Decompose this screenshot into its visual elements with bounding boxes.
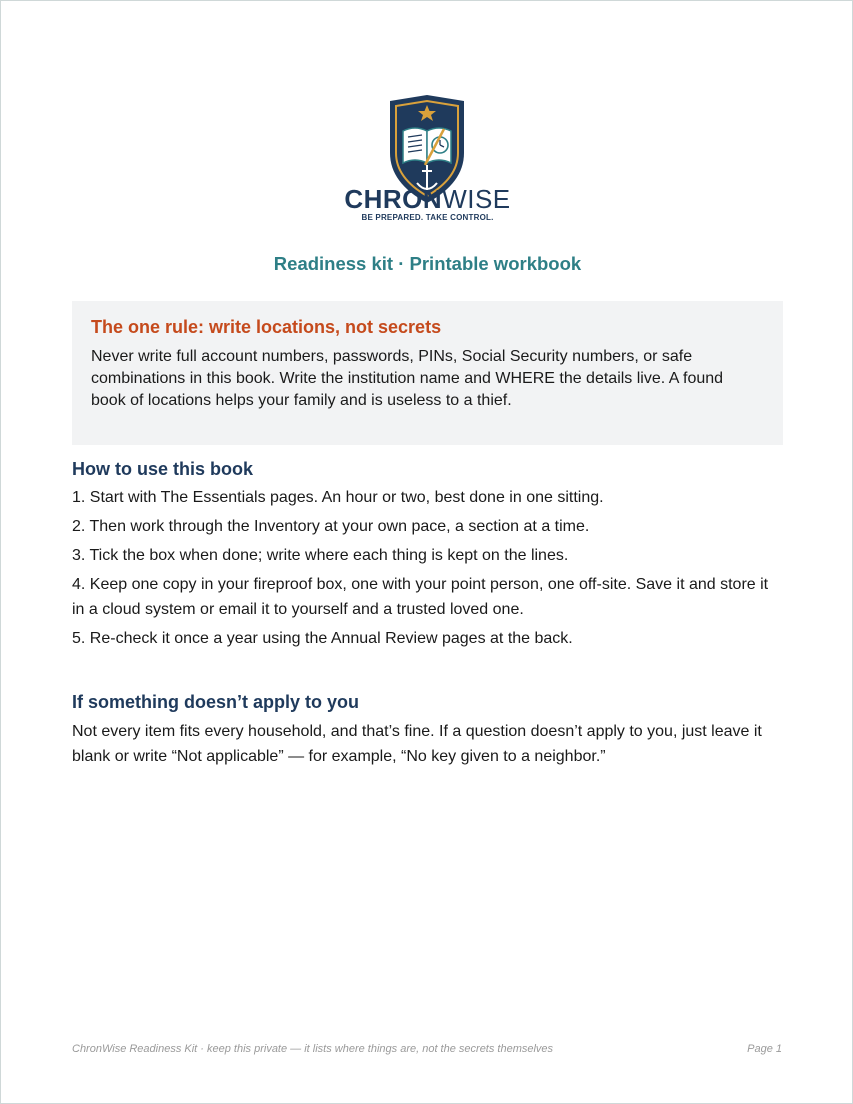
rule-body: Never write full account numbers, passwords, PINs, Social Security numbers, or safe combinations in this book. Write the institution name and WHERE the details live. A found book of locations helps your family and is useless to a thief. bbox=[91, 348, 724, 409]
page-number: Page 1 bbox=[747, 1043, 782, 1055]
step-item: 4. Keep one copy in your fireproof box, one with your point person, one off-site. Save it and store it in a cloud system or email it to yourself and a trusted loved one. bbox=[72, 576, 769, 618]
document-subtitle: Readiness kit · Printable workbook bbox=[273, 253, 582, 274]
brand-block bbox=[1, 186, 853, 222]
step-item: 2. Then work through the Inventory at your own pace, a section at a time. bbox=[72, 518, 590, 535]
not-applicable-body: Not every item fits every household, and that’s fine. If a question doesn’t apply to you, just leave it blank or write “Not applicable” — for example, “No key given to a neighbor.” bbox=[72, 723, 762, 765]
brand-name-bold: CHRON bbox=[344, 184, 443, 214]
rule-title: The one rule: write locations, not secrets bbox=[91, 317, 442, 337]
brand-name-light: WISE bbox=[442, 184, 511, 214]
brand-name bbox=[1, 186, 853, 212]
how-to-title: How to use this book bbox=[72, 459, 254, 479]
brand-tagline: BE PREPARED. TAKE CONTROL. bbox=[361, 213, 494, 222]
not-applicable-title: If something doesn’t apply to you bbox=[72, 692, 360, 712]
step-item: 3. Tick the box when done; write where each thing is kept on the lines. bbox=[72, 547, 569, 564]
step-item: 5. Re-check it once a year using the Annual Review pages at the back. bbox=[72, 630, 573, 647]
rule-callout bbox=[72, 301, 783, 445]
step-item: 1. Start with The Essentials pages. An hour or two, best done in one sitting. bbox=[72, 489, 604, 506]
how-to-steps bbox=[72, 485, 772, 655]
footer-note: ChronWise Readiness Kit · keep this private — it lists where things are, not the secrets themselves bbox=[72, 1043, 554, 1055]
